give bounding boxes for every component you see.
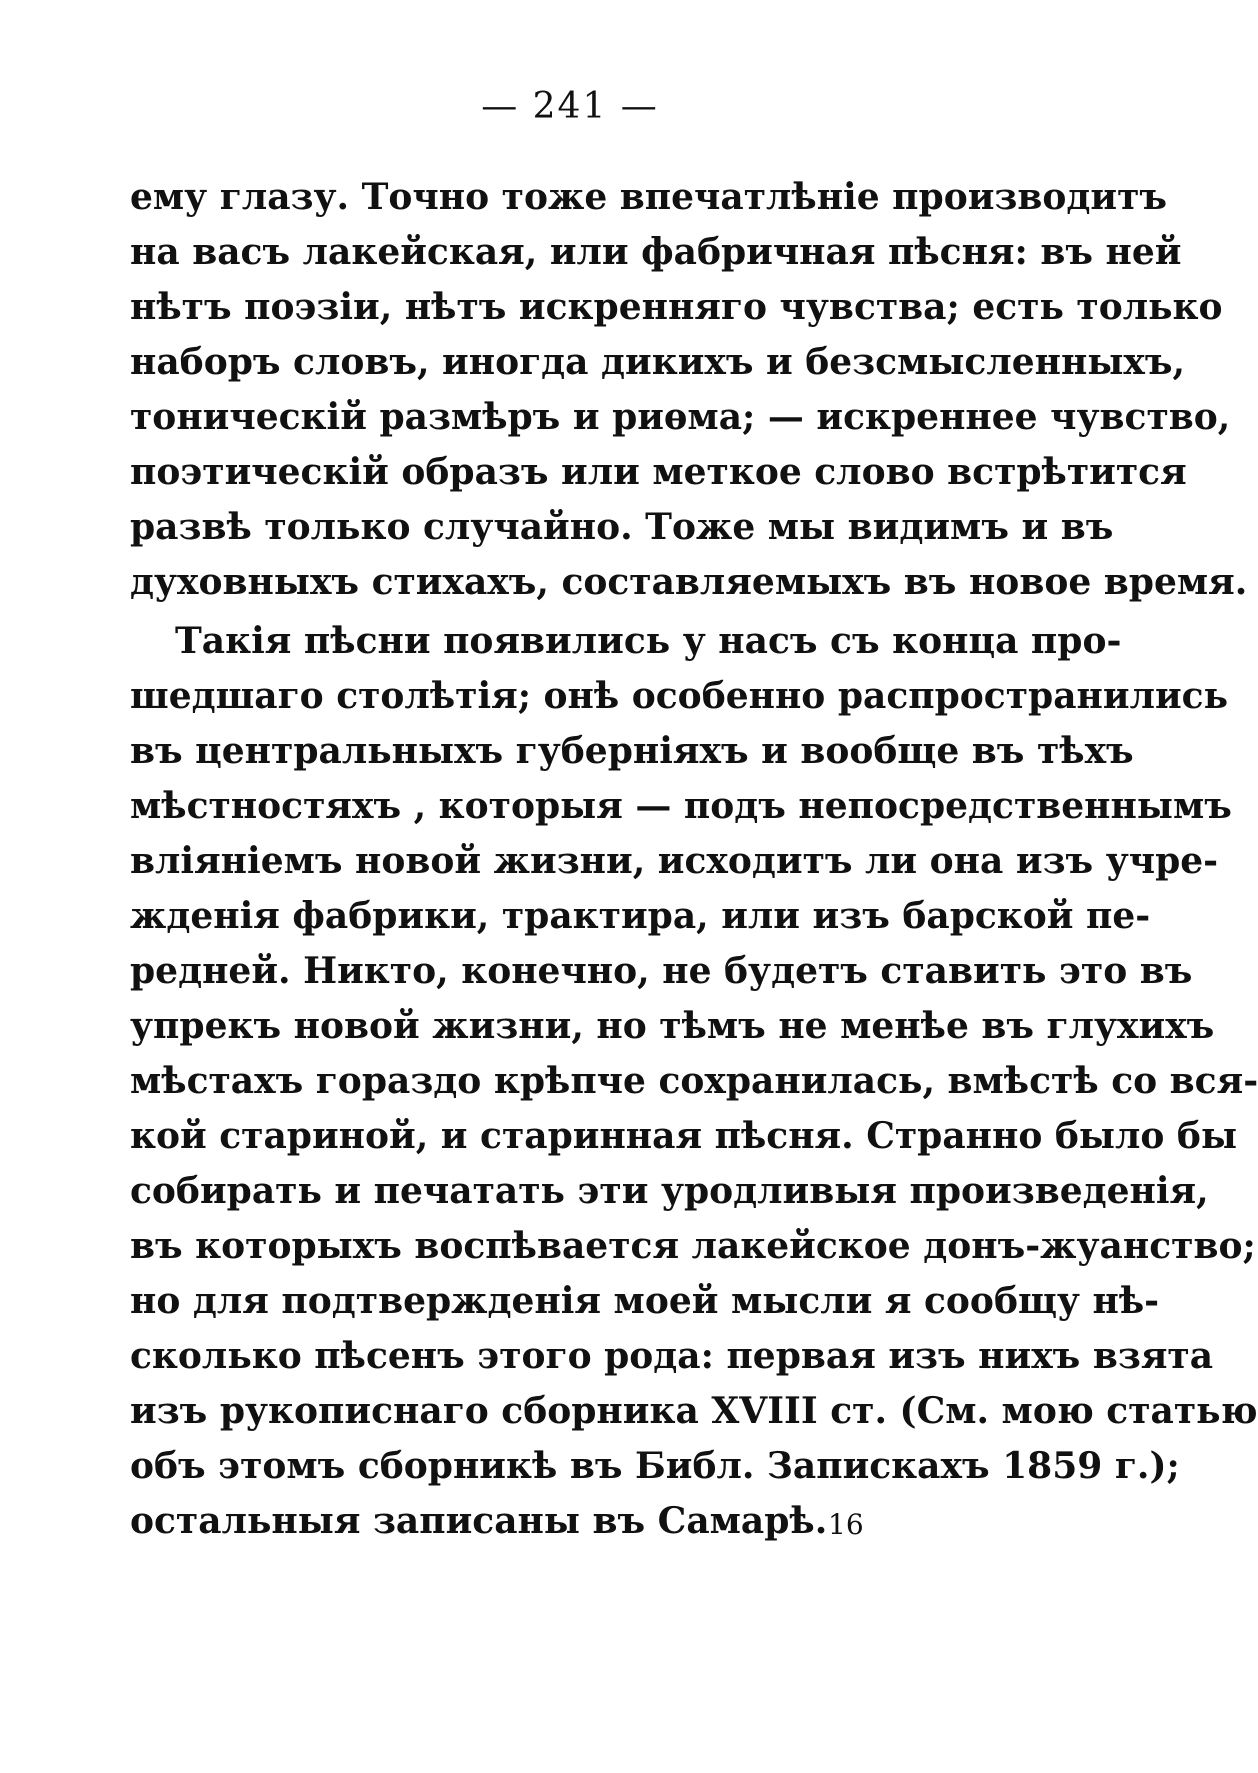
text-line: но для подтвержденія моей мысли я сообщу нѣ- bbox=[130, 1280, 1160, 1322]
text-line: собирать и печатать эти уродливыя произведенія, bbox=[130, 1170, 1209, 1212]
text-line: развѣ только случайно. Тоже мы видимъ и въ bbox=[130, 506, 1114, 548]
text-line: изъ рукописнаго сборника XVIII ст. (См. мою статью bbox=[130, 1390, 1258, 1432]
text-line: ему глазу. Точно тоже впечатлѣніе производитъ bbox=[130, 176, 1168, 218]
text-line: мѣстахъ гораздо крѣпче сохранилась, вмѣстѣ со вся- bbox=[130, 1060, 1258, 1102]
text-line: упрекъ новой жизни, но тѣмъ не менѣе въ глухихъ bbox=[130, 1005, 1215, 1047]
text-line: духовныхъ стихахъ, составляемыхъ въ новое время. bbox=[130, 561, 1248, 603]
text-line: шедшаго столѣтія; онѣ особенно распространились bbox=[130, 675, 1229, 717]
text-line: въ которыхъ воспѣвается лакейское донъ-жуанство; bbox=[130, 1225, 1256, 1267]
paragraph-2 bbox=[130, 614, 1258, 1549]
text-line: поэтическій образъ или меткое слово встрѣтится bbox=[130, 451, 1187, 493]
text-line: нѣтъ поэзіи, нѣтъ искренняго чувства; есть только bbox=[130, 286, 1223, 328]
signature-mark: 16 bbox=[828, 1508, 864, 1541]
text-line: вліяніемъ новой жизни, исходитъ ли она изъ учре- bbox=[130, 840, 1219, 882]
text-line: Такія пѣсни появились у насъ съ конца про- bbox=[175, 620, 1122, 662]
text-line: на васъ лакейская, или фабричная пѣсня: въ ней bbox=[130, 231, 1182, 273]
page-number: — 241 — bbox=[481, 86, 659, 127]
text-line: тоническій размѣръ и риѳма; — искреннее чувство, bbox=[130, 396, 1231, 438]
text-line: кой стариной, и старинная пѣсня. Странно было бы bbox=[130, 1115, 1238, 1157]
text-line: объ этомъ сборникѣ въ Библ. Запискахъ 1859 г.); bbox=[130, 1445, 1180, 1487]
text-line: сколько пѣсенъ этого рода: первая изъ нихъ взята bbox=[130, 1335, 1214, 1377]
text-body bbox=[130, 170, 1258, 1549]
text-line: мѣстностяхъ , которыя — подъ непосредственнымъ bbox=[130, 785, 1232, 827]
text-line: наборъ словъ, иногда дикихъ и безсмысленныхъ, bbox=[130, 341, 1186, 383]
paragraph-1 bbox=[130, 170, 1248, 610]
text-line: жденія фабрики, трактира, или изъ барской пе- bbox=[130, 895, 1151, 937]
text-line: остальныя записаны въ Самарѣ. bbox=[130, 1500, 828, 1542]
text-line: редней. Никто, конечно, не будетъ ставить это въ bbox=[130, 950, 1193, 992]
text-line: въ центральныхъ губерніяхъ и вообще въ тѣхъ bbox=[130, 730, 1134, 772]
